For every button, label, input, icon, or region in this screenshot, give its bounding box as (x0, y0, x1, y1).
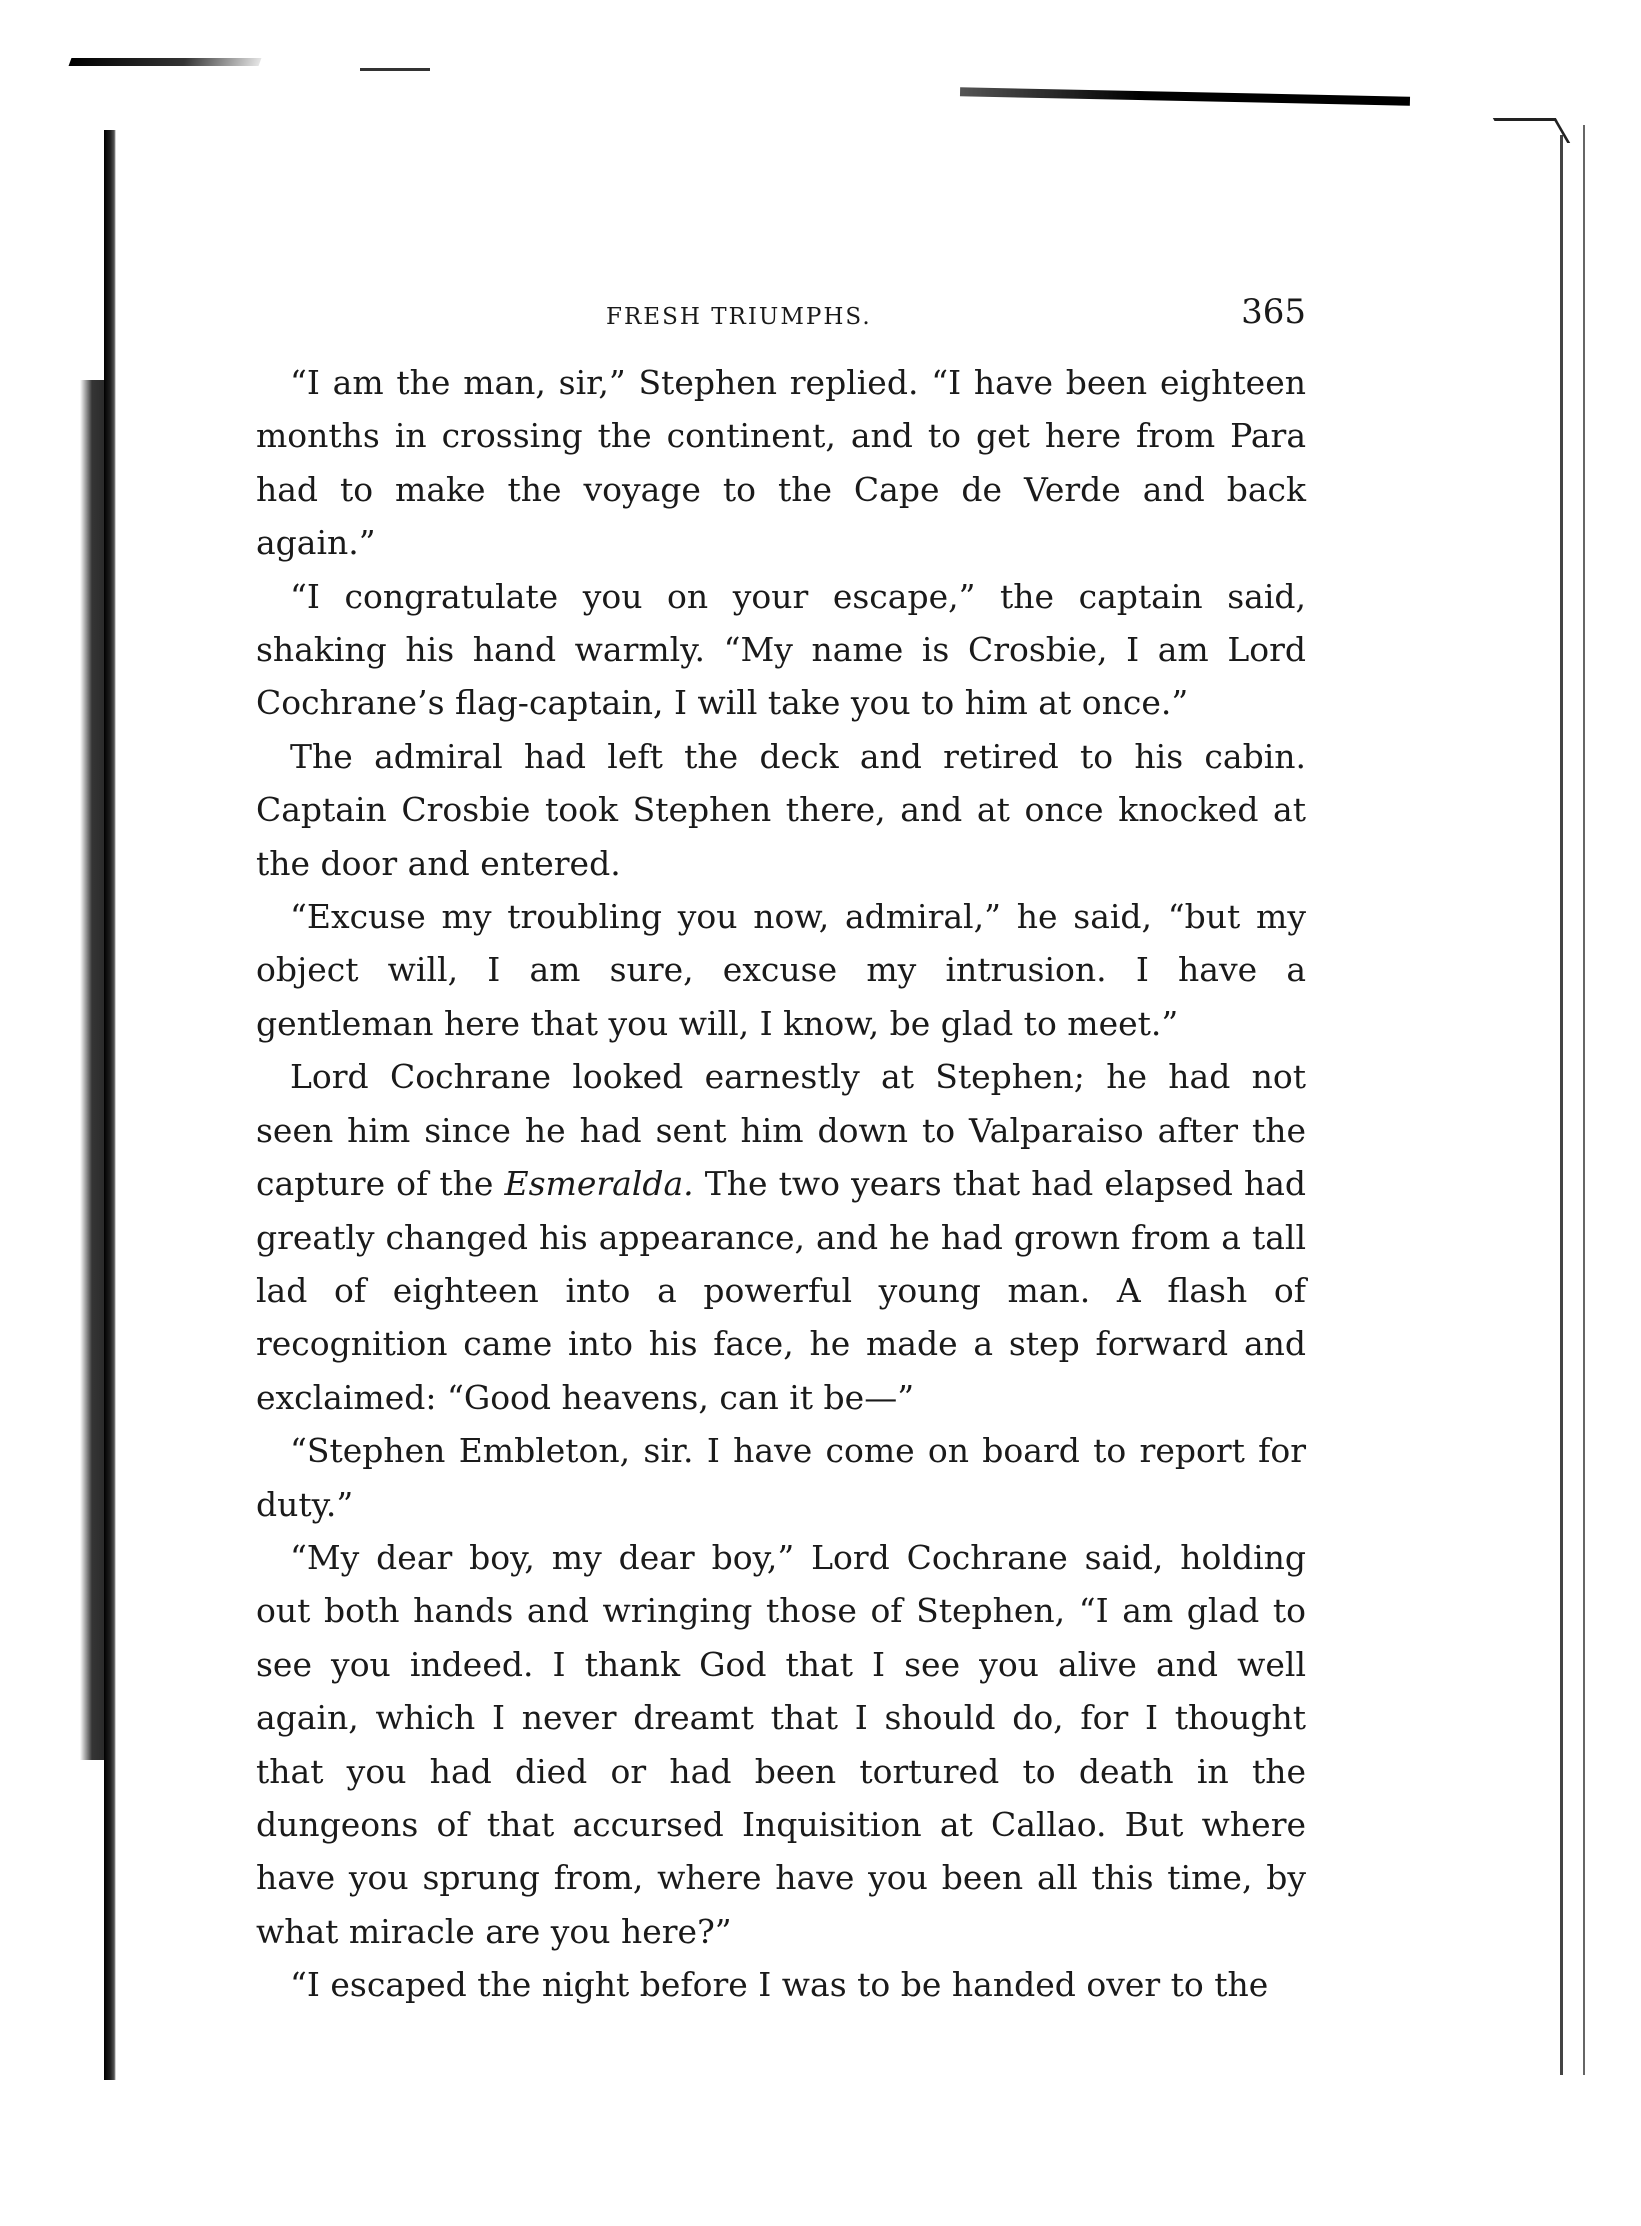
scan-page-edge-right-outer (1583, 125, 1585, 2075)
paragraph-7: “My dear boy, my dear boy,” Lord Cochrane said, holding out both hands and wringing those of Stephen, “I am glad to see you indeed. I thank God that I see you alive and well again, which I never dreamt that I should do, for I thought that you had died or had been tortured to death in the dungeons of that accursed Inquisition at Callao. But where have you sprung from, where have you been all this time, by what miracle are you here?” (256, 1537, 1306, 1951)
paragraph-5-text-before: Lord Cochrane looked earnestly at Stephen; he had not seen him since he had sent him down to Valparaiso after the capture of the (256, 1057, 1306, 1204)
paragraph-6: “Stephen Embleton, sir. I have come on board to report for duty.” (256, 1431, 1306, 1524)
running-head (256, 290, 1306, 356)
paragraph-8: “I escaped the night before I was to be handed over to the (290, 1965, 1269, 2005)
paragraph-3: The admiral had left the deck and retired to his cabin. Captain Crosbie took Stephen there, and at once knocked at the door and entered. (256, 736, 1306, 883)
ship-name-italic: Esmeralda. (504, 1164, 694, 1204)
scan-page-corner (1493, 118, 1570, 143)
book-page (256, 290, 1306, 2012)
text-body (256, 356, 1306, 2012)
paragraph-5-text-after: The two years that had elapsed had greatly changed his appearance, and he had grown from a tall lad of eighteen into a powerful young man. A flash of recognition came into his face, he made a step forward and exclaimed: “Good heavens, can it be—” (256, 1164, 1306, 1417)
scan-spine-edge (104, 130, 116, 2080)
scan-smudge-top-right (960, 87, 1410, 105)
paragraph-4: “Excuse my troubling you now, admiral,” he said, “but my object will, I am sure, excuse my intrusion. I have a gentleman here that you will, I know, be glad to meet.” (256, 897, 1306, 1043)
page-number: 365 (1241, 292, 1306, 332)
scan-page-edge-right (1560, 135, 1563, 2075)
paragraph-5 (256, 1050, 1306, 1424)
paragraph-1: “I am the man, sir,” Stephen replied. “I have been eighteen months in crossing the continent, and to get here from Para had to make the voyage to the Cape de Verde and back again.” (256, 363, 1306, 563)
paragraph-2: “I congratulate you on your escape,” the captain said, shaking his hand warmly. “My name is Crosbie, I am Lord Cochrane’s flag-captain, I will take you to him at once.” (256, 576, 1306, 723)
running-title: FRESH TRIUMPHS. (606, 304, 872, 330)
scan-mark-top (360, 68, 430, 71)
scan-smudge-top-left (69, 58, 262, 66)
